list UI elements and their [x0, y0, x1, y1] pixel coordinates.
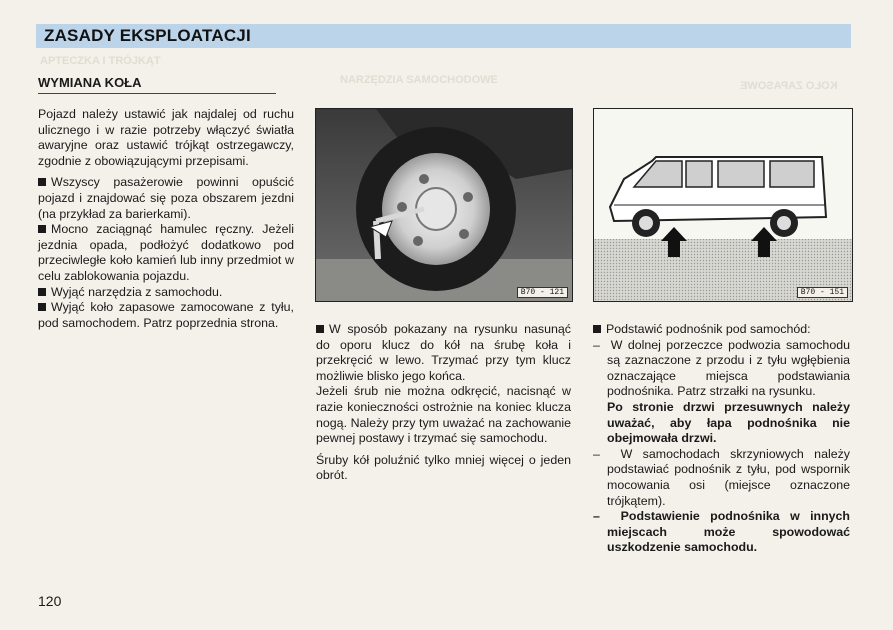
- instruction-item: Wszyscy pasażerowie powinni opuścić pojazd i znajdować się poza obszarem jezdni (na przykład za barierkami).: [38, 175, 294, 221]
- bullet-square-icon: [38, 178, 46, 186]
- bullet-square-icon: [38, 303, 46, 311]
- warning-note: Po stronie drzwi przesuwnych należy uważać, aby łapa podnośnika nie obejmowała drzwi.: [607, 399, 850, 446]
- column-1: [38, 107, 294, 331]
- dash-item: – W samochodach skrzyniowych należy podstawiać podnośnik z tyłu, pod wspornik mocowania osi (miejsce oznaczone trójkątem).: [593, 446, 850, 508]
- instruction-item: Wyjąć narzędzia z samochodu.: [38, 285, 294, 301]
- column-2: [316, 322, 571, 484]
- intro-paragraph: Pojazd należy ustawić jak najdalej od ruchu ulicznego i w razie potrzeby włączyć światła awaryjne oraz ustawić trójkąt ostrzegawczy, zgodnie z obowiązującymi przepisami.: [38, 107, 294, 168]
- figure-code: B70 - 121: [517, 287, 568, 298]
- dash-item-warning: – Podstawienie podnośnika w innych miejscach może spowodować uszkodzenie samochodu.: [593, 509, 850, 555]
- van-jack-illustration: [594, 109, 852, 301]
- instruction-item: Mocno zaciągnąć hamulec ręczny. Jeżeli jezdnia opada, podłożyć dodatkowo pod przeciwległe koło kamień lub inny przedmiot w celu zablokowania pojazdu.: [38, 222, 294, 283]
- instruction-item: Podstawić podnośnik pod samochód:: [593, 322, 850, 338]
- ghost-text-left: APTECZKA I TRÓJKĄT: [40, 55, 161, 67]
- paragraph: Śruby kół poluźnić tylko mniej więcej o jeden obrót.: [316, 452, 571, 483]
- ghost-text-right: KOŁO ZAPASOWE: [740, 80, 838, 92]
- instruction-item: Wyjąć koło zapasowe zamocowane z tyłu, pod samochodem. Patrz poprzednia strona.: [38, 300, 294, 330]
- paragraph: Jeżeli śrub nie można odkręcić, nacisnąć w razie konieczności ostrożnie na koniec klucza nogą. Należy przy tym uważać na zachowanie pewnej postawy i trzymać się samochodu.: [316, 384, 571, 446]
- figure-code: B70 - 151: [797, 287, 848, 298]
- wheel-wrench-figure: [315, 108, 573, 302]
- title-bar: [36, 24, 851, 48]
- dash-item: – W dolnej porzeczce podwozia samochodu są zaznaczone z przodu i z tyłu wgłębienia oznaczające miejsca podstawiania podnośnika. Patrz strzałki na rysunku.: [593, 337, 851, 399]
- bullet-square-icon: [593, 325, 601, 333]
- ghost-text-mid: NARZĘDZIA SAMOCHODOWE: [340, 74, 498, 86]
- jack-points-figure: [593, 108, 853, 302]
- wheel-wrench-illustration: [316, 109, 572, 301]
- column-3: [593, 322, 850, 556]
- bullet-square-icon: [38, 225, 46, 233]
- page-number: 120: [38, 593, 62, 609]
- bullet-square-icon: [316, 325, 324, 333]
- section-heading: WYMIANA KOŁA: [38, 75, 276, 94]
- instruction-item: W sposób pokazany na rysunku nasunąć do oporu klucz do kół na śrubę koła i przekręcić w lewo. Trzymać przy tym klucz możliwie blisko jego końca.: [316, 322, 571, 383]
- page-title: ZASADY EKSPLOATACJI: [44, 26, 251, 45]
- bullet-square-icon: [38, 288, 46, 296]
